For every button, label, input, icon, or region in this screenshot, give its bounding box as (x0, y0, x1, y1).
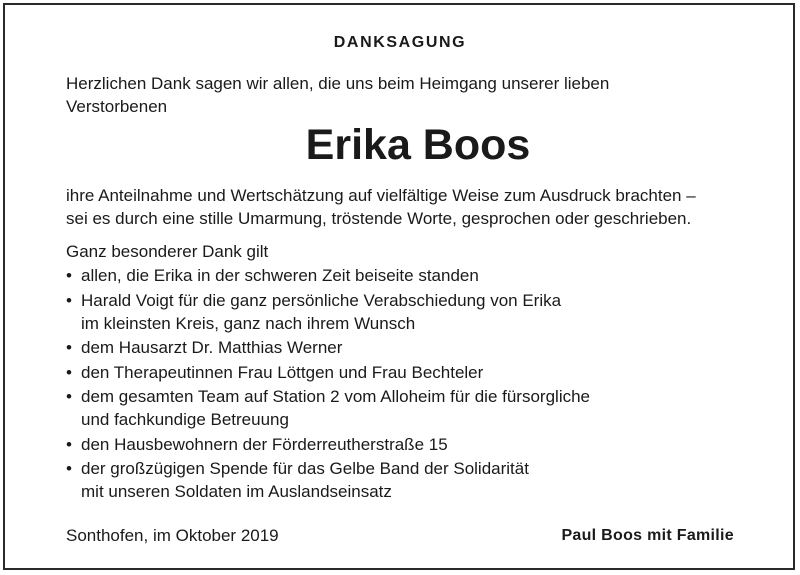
bullet-icon: • (66, 459, 72, 478)
signature: Paul Boos mit Familie (561, 527, 734, 544)
bullet-icon: • (66, 362, 72, 382)
bullet-icon: • (66, 290, 72, 310)
thanks-list-item-text: mit unseren Soldaten im Auslandseinsatz (81, 482, 392, 501)
intro-line-2: Verstorbenen (66, 97, 168, 116)
thanks-list-item (66, 289, 590, 335)
bullet-icon: • (66, 434, 72, 454)
thanks-line-1: ihre Anteilnahme und Wertschätzung auf vielfältige Weise zum Ausdruck brachten – (66, 186, 696, 205)
thanks-list-item (66, 336, 590, 359)
thanks-line-2: sei es durch eine stille Umarmung, tröstende Worte, gesprochen oder geschrieben. (66, 209, 692, 228)
thanks-list-item (66, 433, 590, 456)
place-date: Sonthofen, im Oktober 2019 (66, 526, 279, 545)
deceased-name: Erika Boos (305, 121, 531, 169)
intro-line-1: Herzlichen Dank sagen wir allen, die uns beim Heimgang unserer lieben (66, 74, 610, 93)
notice-heading: DANKSAGUNG (333, 34, 467, 51)
thanks-list-item-text: im kleinsten Kreis, ganz nach ihrem Wunsch (81, 313, 416, 333)
thanks-list (66, 264, 590, 505)
bullet-icon: • (66, 266, 72, 285)
thanks-list-item-text: dem gesamten Team auf Station 2 vom Alloheim für die fürsorgliche (81, 387, 591, 406)
thanks-list-item-text: Harald Voigt für die ganz persönliche Verabschiedung von Erika (81, 290, 562, 310)
thanks-list-item (66, 385, 590, 431)
thanks-list-item-text: und fachkundige Betreuung (81, 410, 289, 429)
special-thanks-intro: Ganz besonderer Dank gilt (66, 242, 269, 261)
thanks-list-item (66, 361, 590, 384)
thanks-list-item (66, 264, 590, 287)
thanks-list-item-text: der großzügigen Spende für das Gelbe Band der Solidarität (81, 459, 529, 478)
bullet-icon: • (66, 387, 72, 406)
bullet-icon: • (66, 338, 72, 357)
thanks-list-item (66, 457, 590, 503)
thanks-list-item-text: allen, die Erika in der schweren Zeit beiseite standen (81, 266, 479, 285)
thanks-list-item-text: den Therapeutinnen Frau Löttgen und Frau Bechteler (81, 362, 484, 382)
thanks-list-item-text: den Hausbewohnern der Förderreutherstraße 15 (81, 434, 448, 454)
thanks-list-item-text: dem Hausarzt Dr. Matthias Werner (81, 338, 343, 357)
